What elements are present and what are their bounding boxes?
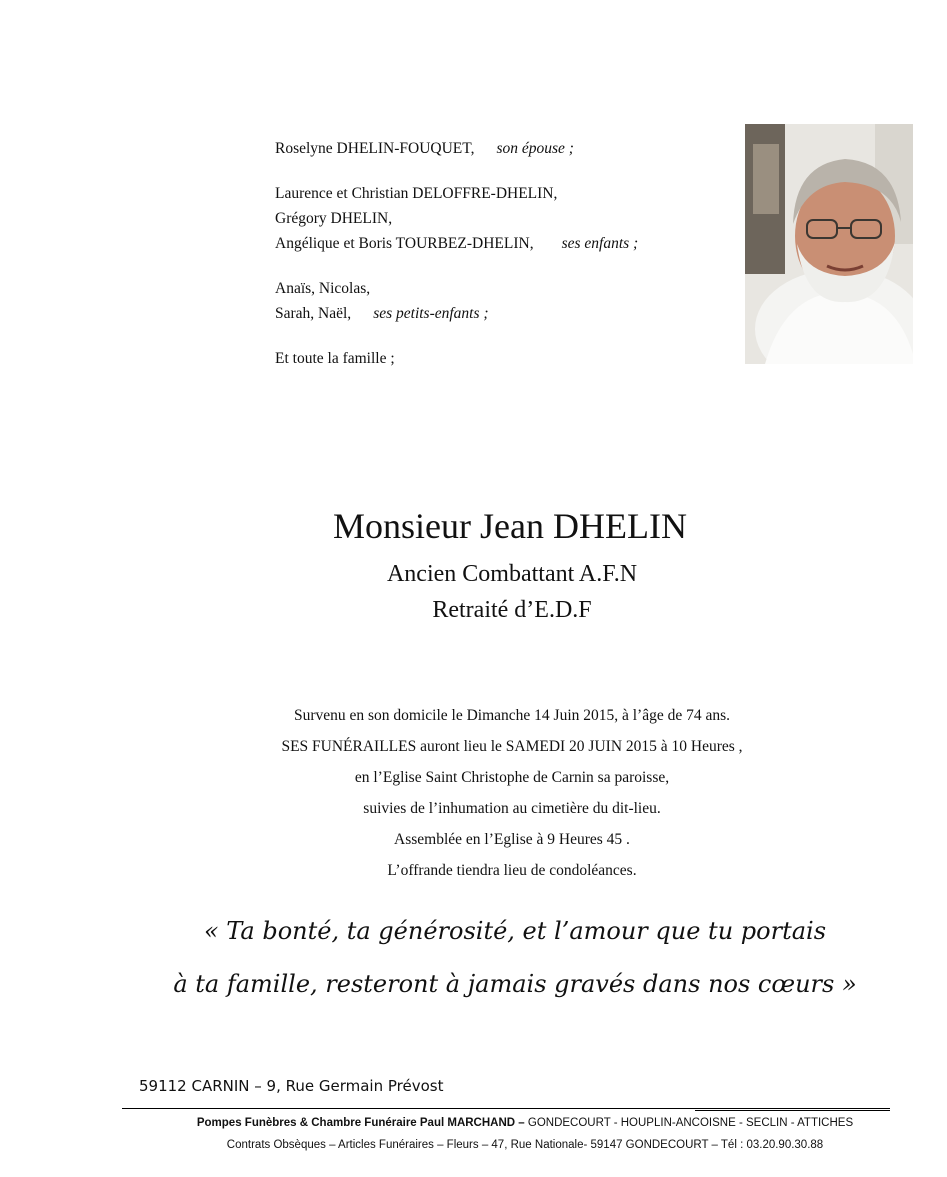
deceased-title-1: Ancien Combattant A.F.N [386,561,638,587]
deceased-name: Monsieur Jean DHELIN [333,506,687,546]
footer-services: Contrats Obsèques – Articles Funéraires – Fleurs – 47, Rue Nationale- 59147 GONDECOURT – Tél : 03.20.90.30.88 [226,1139,824,1151]
child-line: Grégory DHELIN, [275,210,393,227]
children-block [275,181,638,256]
footer-company: Pompes Funèbres & Chambre Funéraire Paul MARCHAND – [196,1117,525,1129]
family-address: 59112 CARNIN – 9, Rue Germain Prévost [139,1077,444,1095]
quote-line-2: à ta famille, resteront à jamais gravés dans nos cœurs » [173,970,857,998]
footer-divider-short [695,1110,890,1111]
detail-line: Assemblée en l’Eglise à 9 Heures 45 . [394,831,630,848]
grandchildren-line: Anaïs, Nicolas, [275,280,371,297]
footer-locations: GONDECOURT - HOUPLIN-ANCOISNE - SECLIN - ATTICHES [527,1117,854,1129]
deceased-title-2: Retraité d’E.D.F [432,597,592,623]
grandchildren-line: Sarah, Naël, ses petits-enfants ; [275,305,489,322]
family-list [275,136,638,391]
children-role: ses enfants ; [561,235,639,252]
footer-company-line [0,1117,947,1129]
detail-line: L’offrande tiendra lieu de condoléances. [387,862,637,879]
quote-line-1: « Ta bonté, ta générosité, et l’amour que tu portais [203,917,827,945]
spouse-name: Roselyne DHELIN-FOUQUET, [275,140,475,157]
grandchildren-role: ses petits-enfants ; [373,305,489,322]
spouse-role: son épouse ; [496,140,574,157]
whole-family: Et toute la famille ; [275,350,395,367]
child-line: Laurence et Christian DELOFFRE-DHELIN, [275,185,558,202]
portrait-photo [745,124,913,364]
funeral-details [0,700,947,886]
detail-line: en l’Eglise Saint Christophe de Carnin sa paroisse, [354,769,670,786]
detail-line: SES FUNÉRAILLES auront lieu le SAMEDI 20 JUIN 2015 à 10 Heures , [281,738,743,755]
grandchildren-block [275,276,638,326]
detail-line: Survenu en son domicile le Dimanche 14 Juin 2015, à l’âge de 74 ans. [293,707,731,724]
child-line: Angélique et Boris TOURBEZ-DHELIN, ses enfants ; [275,235,639,252]
spouse-block [275,136,638,161]
detail-line: suivies de l’inhumation au cimetière du dit-lieu. [363,800,661,817]
footer-divider [122,1108,890,1109]
